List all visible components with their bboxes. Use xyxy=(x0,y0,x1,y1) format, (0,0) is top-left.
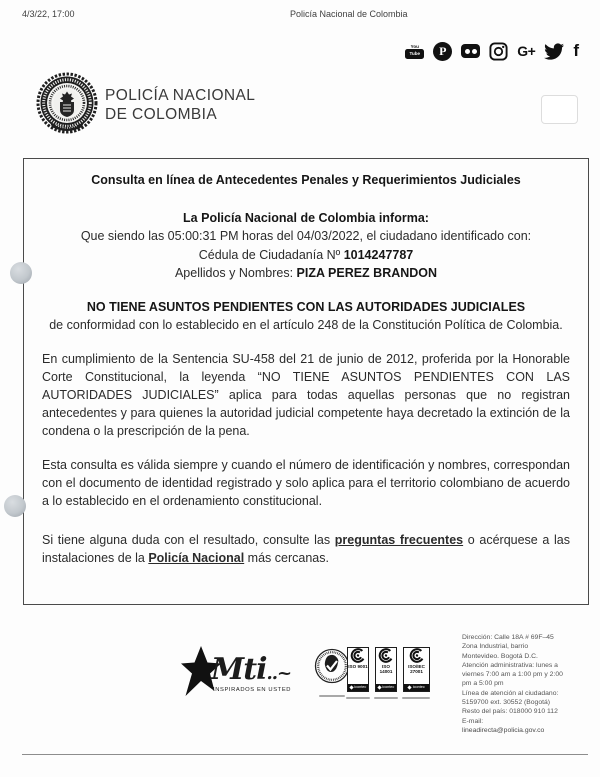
icontec-swirl-icon xyxy=(409,648,425,663)
result-subtext: de conformidad con lo establecido en el artículo 248 de la Constitución Política de Colombia. xyxy=(49,318,563,332)
iso-iec-27001-badge xyxy=(403,647,430,692)
text-segment: Si tiene alguna duda con el resultado, consulte las xyxy=(42,533,335,547)
query-timestamp-line: Que siendo las 05:00:31 PM horas del 04/03/2022, el ciudadano identificado con: xyxy=(80,229,532,243)
icontec-label: icontec xyxy=(354,685,367,689)
citizen-name-label: Apellidos y Nombres: xyxy=(174,266,297,280)
validity-paragraph: Esta consulta es válida siempre y cuando el número de identificación y nombres, correspondan con el documento de identidad registrado y solo aplica para el territorio colombiano de acuerdo a lo establecido en el ordenamiento constitucional. xyxy=(42,458,570,508)
citizen-id-line xyxy=(42,246,570,264)
police-stations-link[interactable]: Policía Nacional xyxy=(148,551,245,565)
footer-address-block xyxy=(462,633,594,735)
address-line: Resto del país: 018000 910 112 xyxy=(462,708,558,716)
address-line: Atención administrativa: lunes a xyxy=(462,661,558,669)
icontec-diamond-icon xyxy=(408,685,412,689)
iso-9001-badge xyxy=(347,647,369,692)
address-line: viernes 7:00 am a 1:00 pm y 2:00 xyxy=(462,671,563,679)
informs-heading: La Policía Nacional de Colombia informa: xyxy=(183,211,429,225)
icontec-strip xyxy=(348,684,368,691)
footer-email-link[interactable]: lineadirecta@policia.gov.co xyxy=(462,726,545,734)
badge-standard-label: ISO 14001 xyxy=(379,664,393,675)
mti-tagline: INSPIRADOS EN USTED xyxy=(213,687,292,693)
iso-14001-badge xyxy=(375,647,397,692)
hole-punch-bottom xyxy=(4,495,26,517)
address-line: Montevideo. Bogotá D.C. xyxy=(462,652,538,660)
twitter-icon[interactable] xyxy=(544,43,564,60)
help-paragraph xyxy=(42,531,570,567)
icontec-label: icontec xyxy=(382,685,395,689)
badge-cert-microtext xyxy=(374,697,398,699)
social-icons-row xyxy=(405,40,579,62)
address-line: Línea de atención al ciudadano: xyxy=(462,689,559,697)
address-line: pm a 5:00 pm xyxy=(462,680,504,688)
icontec-strip xyxy=(404,684,429,691)
ruling-paragraph: En cumplimiento de la Sentencia SU-458 del 21 de junio de 2012, proferida por la Honorable Corte Constitucional, la leyenda “NO TIENE ASUNTOS PENDIENTES CON LAS AUTORIDADES JUDICIALES” aplica para todas aquellas personas que no registran antecedentes y para quienes la autoridad judicial competente haya decretado la extinción de la condena o la prescripción de la pena. xyxy=(42,352,570,438)
pinterest-icon[interactable]: P xyxy=(433,42,452,61)
citizen-name-line xyxy=(42,264,570,282)
icontec-swirl-icon xyxy=(350,648,366,663)
facebook-icon[interactable]: f xyxy=(573,41,579,60)
youtube-icon[interactable] xyxy=(405,44,424,59)
colombia-certification-seal xyxy=(313,648,351,697)
badge-cert-microtext xyxy=(402,697,430,699)
icontec-diamond-icon xyxy=(377,685,381,689)
address-line: 5159700 ext. 30552 (Bogotá) xyxy=(462,699,551,707)
address-line: Dirección: Calle 18A # 69F–45 xyxy=(462,634,554,641)
youtube-icon-top-label: You xyxy=(410,43,419,49)
seal-caption-microtext xyxy=(319,695,345,697)
address-line: E-mail: xyxy=(462,717,484,725)
icontec-swirl-icon xyxy=(378,648,394,663)
citizen-id-label: Cédula de Ciudadanía Nº xyxy=(198,248,344,262)
brand-wordmark xyxy=(105,86,255,124)
googleplus-icon[interactable]: G+ xyxy=(517,43,536,59)
icontec-strip xyxy=(376,684,396,691)
brand-wordmark-line2: DE COLOMBIA xyxy=(105,106,218,123)
mti-logo-wordmark xyxy=(211,652,291,687)
citizen-name-value: PIZA PEREZ BRANDON xyxy=(296,266,438,280)
certificate-box xyxy=(23,158,589,605)
address-line: Zona Industrial, barrio xyxy=(462,643,529,651)
icontec-label: icontec xyxy=(412,685,425,689)
flickr-icon[interactable] xyxy=(461,44,480,58)
brand-wordmark-line1: POLICÍA NACIONAL xyxy=(105,87,256,104)
footer-divider xyxy=(22,754,588,755)
badge-standard-label: ISO 9001 xyxy=(348,664,368,669)
youtube-icon-box-label: Tube xyxy=(405,49,424,59)
instagram-icon[interactable] xyxy=(489,42,508,61)
mti-logo-swash: ..~ xyxy=(266,663,292,684)
result-heading: NO TIENE ASUNTOS PENDIENTES CON LAS AUTORIDADES JUDICIALES xyxy=(86,300,526,314)
mti-logo-text: Mti xyxy=(211,652,267,687)
badge-standard-label: ISO/IEC 27001 xyxy=(408,664,425,675)
print-timestamp: 4/3/22, 17:00 xyxy=(22,9,75,19)
police-emblem xyxy=(36,72,98,141)
icontec-diamond-icon xyxy=(349,685,353,689)
text-segment: o acérquese a las instalaciones de la xyxy=(42,533,570,565)
broken-image-placeholder xyxy=(541,95,578,124)
badge-cert-microtext xyxy=(346,697,370,699)
text-segment: más cercanas. xyxy=(244,551,329,565)
faq-link[interactable]: preguntas frecuentes xyxy=(334,533,464,547)
citizen-id-number: 1014247787 xyxy=(343,248,414,262)
certificate-title: Consulta en línea de Antecedentes Penales y Requerimientos Judiciales xyxy=(91,173,521,187)
print-document-title: Policía Nacional de Colombia xyxy=(290,9,408,19)
hole-punch-top xyxy=(10,262,32,284)
